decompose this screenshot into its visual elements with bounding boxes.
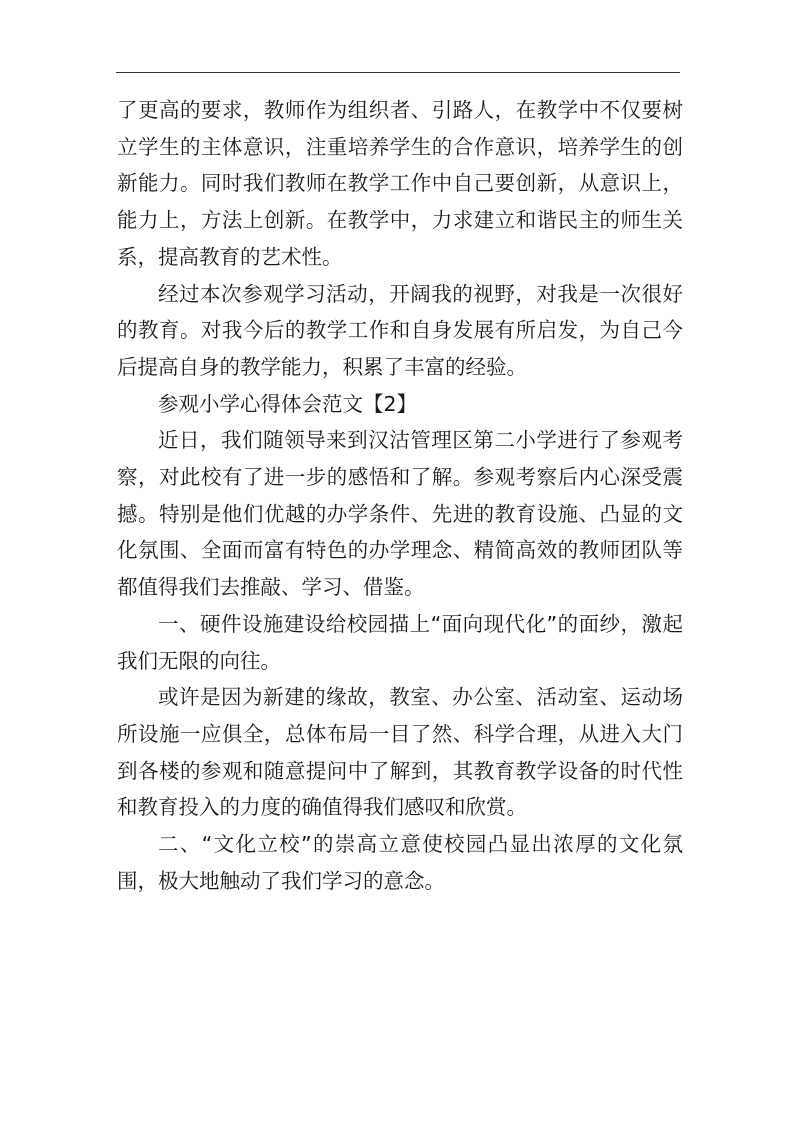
section-heading: 参观小学心得体会范文【2】	[158, 391, 418, 416]
paragraph-continuation: 了更高的要求，教师作为组织者、引路人，在教学中不仅要树立学生的主体意识，注重培养学生的合作意识，培养学生的创新能力。同时我们教师在教学工作中自己要创新，从意识上，能力上，方法上创新。在教学中，力求建立和谐民主的师生关系，提高教育的艺术性。	[117, 98, 683, 269]
paragraph-point-two: 二、“文化立校”的崇高立意使校园凸显出浓厚的文化氛围，极大地触动了我们学习的意念。	[117, 832, 683, 893]
document-body	[117, 92, 683, 899]
paragraph-summary: 经过本次参观学习活动，开阔我的视野，对我是一次很好的教育。对我今后的教学工作和自身发展有所启发，为自己今后提高自身的教学能力，积累了丰富的经验。	[117, 281, 683, 379]
paragraph-point-one: 一、硬件设施建设给校园描上“面向现代化”的面纱，激起我们无限的向往。	[117, 611, 683, 673]
header-rule	[116, 72, 680, 73]
paragraph-intro: 近日，我们随领导来到汉沽管理区第二小学进行了参观考察，对此校有了进一步的感悟和了解。参观考察后内心深受震撼。特别是他们优越的办学条件、先进的教育设施、凸显的文化氛围、全面而富有特色的办学理念、精简高效的教师团队等都值得我们去推敲、学习、借鉴。	[117, 428, 683, 600]
paragraph-point-one-detail: 或许是因为新建的缘故，教室、办公室、活动室、运动场所设施一应俱全，总体布局一目了然、科学合理，从进入大门到各楼的参观和随意提问中了解到，其教育教学设备的时代性和教育投入的力度的确值得我们感叹和欣赏。	[117, 685, 683, 820]
